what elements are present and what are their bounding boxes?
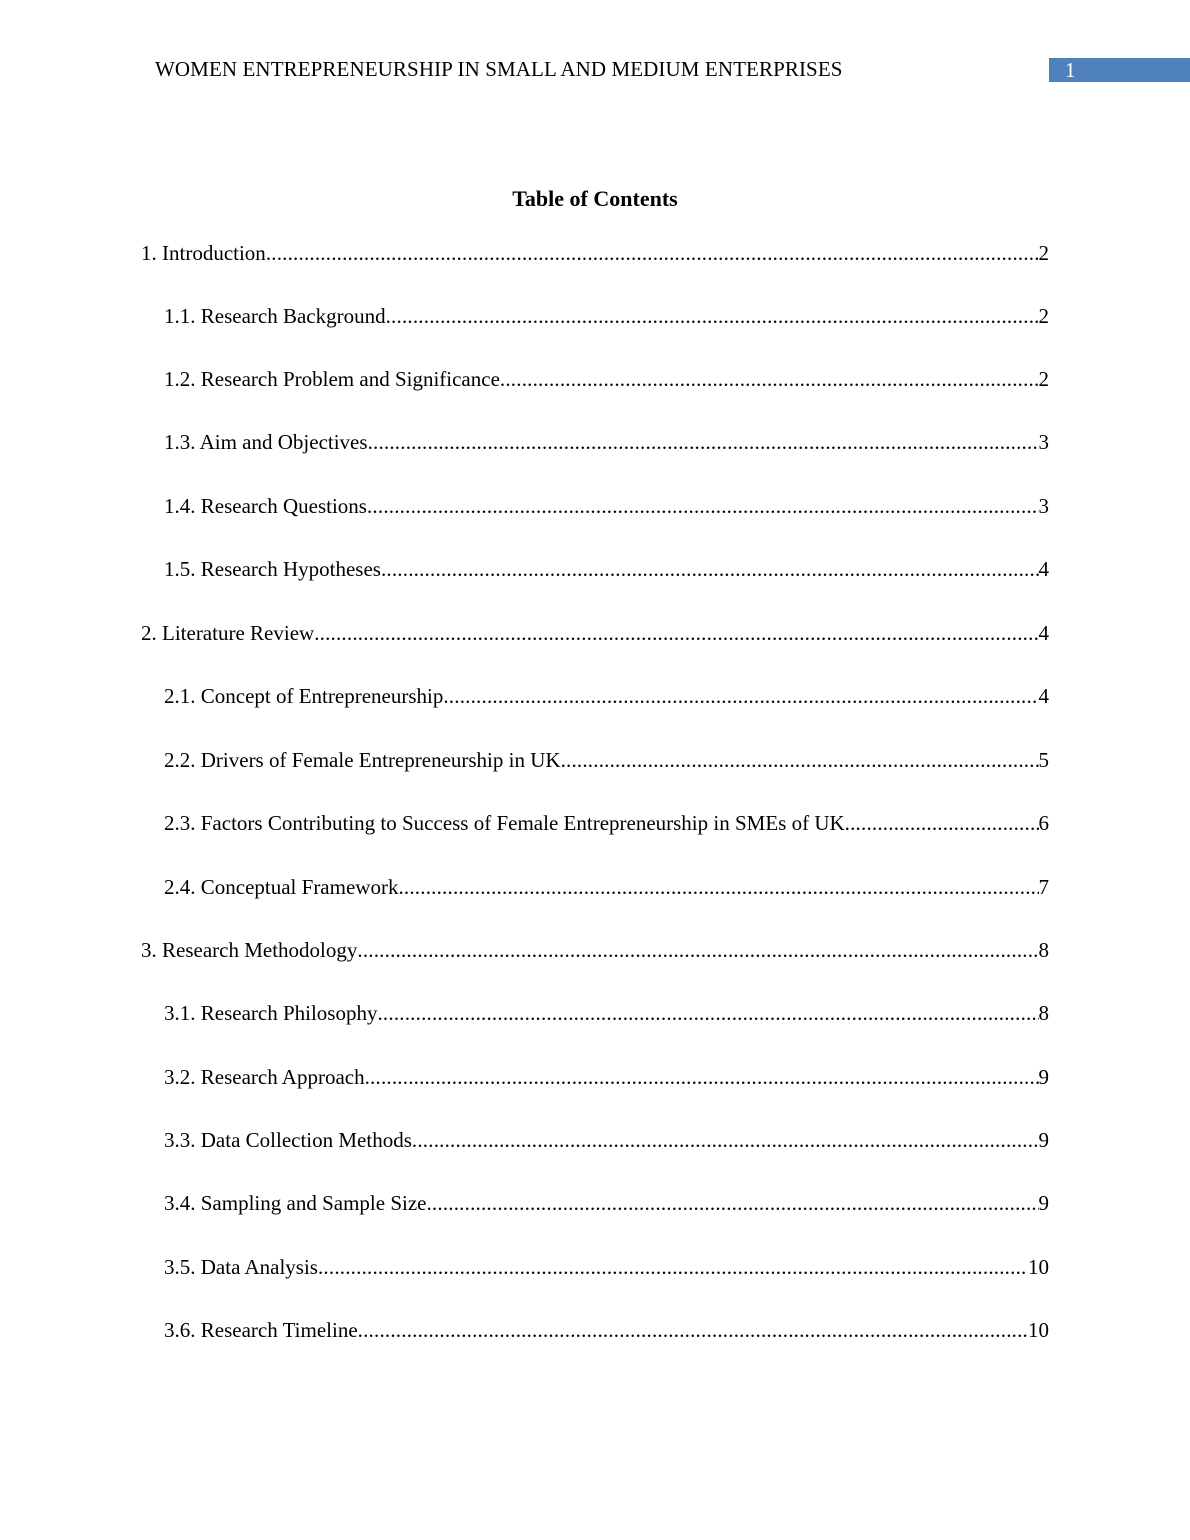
toc-entry[interactable] bbox=[164, 367, 1049, 395]
toc-leader-dots bbox=[377, 1001, 1038, 1026]
toc-entry-page: 9 bbox=[1038, 1191, 1049, 1215]
toc-leader-dots bbox=[368, 430, 1039, 455]
toc-entry[interactable] bbox=[164, 1191, 1049, 1219]
toc-entry-text: 3.2. Research Approach bbox=[164, 1065, 365, 1089]
toc-leader-dots bbox=[365, 1065, 1039, 1090]
toc-entry-text: 2.2. Drivers of Female Entrepreneurship in UK bbox=[164, 748, 561, 772]
toc-entry[interactable] bbox=[164, 304, 1049, 332]
toc-leader-dots bbox=[381, 557, 1039, 582]
toc-entry[interactable] bbox=[164, 557, 1049, 585]
toc-entry[interactable] bbox=[164, 875, 1049, 903]
toc-entry[interactable] bbox=[164, 1128, 1049, 1156]
toc-entry-text: 3.5. Data Analysis bbox=[164, 1255, 318, 1279]
toc-entry[interactable] bbox=[164, 430, 1049, 458]
toc-entry-text: 1.4. Research Questions bbox=[164, 494, 367, 518]
toc-entry-text: 2.4. Conceptual Framework bbox=[164, 875, 399, 899]
toc-leader-dots bbox=[561, 748, 1039, 773]
toc-entry-page: 9 bbox=[1038, 1128, 1049, 1152]
toc-entry[interactable] bbox=[164, 494, 1049, 522]
toc-entry-text: 1.1. Research Background bbox=[164, 304, 386, 328]
toc-entry[interactable] bbox=[164, 684, 1049, 712]
toc-leader-dots bbox=[367, 494, 1039, 519]
toc-entry[interactable] bbox=[164, 1255, 1049, 1283]
toc-entry-page: 8 bbox=[1038, 1001, 1049, 1025]
toc-entry-page: 10 bbox=[1028, 1255, 1049, 1279]
toc-entry-text: 2.1. Concept of Entrepreneurship bbox=[164, 684, 444, 708]
toc-entry-page: 3 bbox=[1038, 494, 1049, 518]
toc-entry[interactable] bbox=[164, 811, 1049, 839]
toc-entry-text: 1.2. Research Problem and Significance bbox=[164, 367, 500, 391]
page-number-badge: 1 bbox=[1049, 58, 1190, 82]
toc-entry[interactable] bbox=[164, 748, 1049, 776]
toc-entry[interactable] bbox=[141, 241, 1049, 269]
toc-entry-page: 4 bbox=[1038, 621, 1049, 645]
toc-leader-dots bbox=[318, 1255, 1028, 1280]
toc-leader-dots bbox=[358, 1318, 1028, 1343]
toc-entry[interactable] bbox=[164, 1065, 1049, 1093]
toc-entry[interactable] bbox=[164, 1318, 1049, 1346]
toc-leader-dots bbox=[386, 304, 1039, 329]
toc-entry-page: 10 bbox=[1028, 1318, 1049, 1342]
toc-leader-dots bbox=[398, 875, 1038, 900]
toc-entry-text: 1.3. Aim and Objectives bbox=[164, 430, 368, 454]
toc-entry[interactable] bbox=[141, 938, 1049, 966]
toc-entry-page: 3 bbox=[1038, 430, 1049, 454]
toc-entry-page: 2 bbox=[1038, 241, 1049, 265]
toc-entry-page: 7 bbox=[1038, 875, 1049, 899]
toc-leader-dots bbox=[500, 367, 1039, 392]
toc-entry-page: 2 bbox=[1038, 367, 1049, 391]
toc-entry-page: 4 bbox=[1038, 684, 1049, 708]
toc-entry-text: 1. Introduction bbox=[141, 241, 266, 265]
toc-leader-dots bbox=[443, 684, 1038, 709]
toc-entry-page: 8 bbox=[1038, 938, 1049, 962]
toc-entry[interactable] bbox=[164, 1001, 1049, 1029]
toc-leader-dots bbox=[845, 811, 1039, 836]
toc-entry-page: 4 bbox=[1038, 557, 1049, 581]
toc-leader-dots bbox=[357, 938, 1038, 963]
toc-entry[interactable] bbox=[141, 621, 1049, 649]
running-header-title: WOMEN ENTREPRENEURSHIP IN SMALL AND MEDIUM ENTERPRISES bbox=[155, 57, 843, 81]
toc-leader-dots bbox=[314, 621, 1038, 646]
toc-entry-page: 5 bbox=[1038, 748, 1049, 772]
toc-entry-page: 6 bbox=[1038, 811, 1049, 835]
toc-leader-dots bbox=[412, 1128, 1039, 1153]
toc-leader-dots bbox=[266, 241, 1039, 266]
toc-entry-page: 9 bbox=[1038, 1065, 1049, 1089]
toc-entry-text: 3.1. Research Philosophy bbox=[164, 1001, 378, 1025]
toc-entry-text: 1.5. Research Hypotheses bbox=[164, 557, 381, 581]
toc-entry-text: 3.6. Research Timeline bbox=[164, 1318, 358, 1342]
toc-entry-text: 2. Literature Review bbox=[141, 621, 315, 645]
toc-title: Table of Contents bbox=[512, 186, 678, 211]
toc-entry-text: 3.3. Data Collection Methods bbox=[164, 1128, 412, 1152]
toc-entry-page: 2 bbox=[1038, 304, 1049, 328]
toc-leader-dots bbox=[426, 1191, 1038, 1216]
toc-entry-text: 2.3. Factors Contributing to Success of Female Entrepreneurship in SMEs of UK bbox=[164, 811, 845, 835]
toc-entry-text: 3.4. Sampling and Sample Size bbox=[164, 1191, 427, 1215]
toc-entry-text: 3. Research Methodology bbox=[141, 938, 358, 962]
